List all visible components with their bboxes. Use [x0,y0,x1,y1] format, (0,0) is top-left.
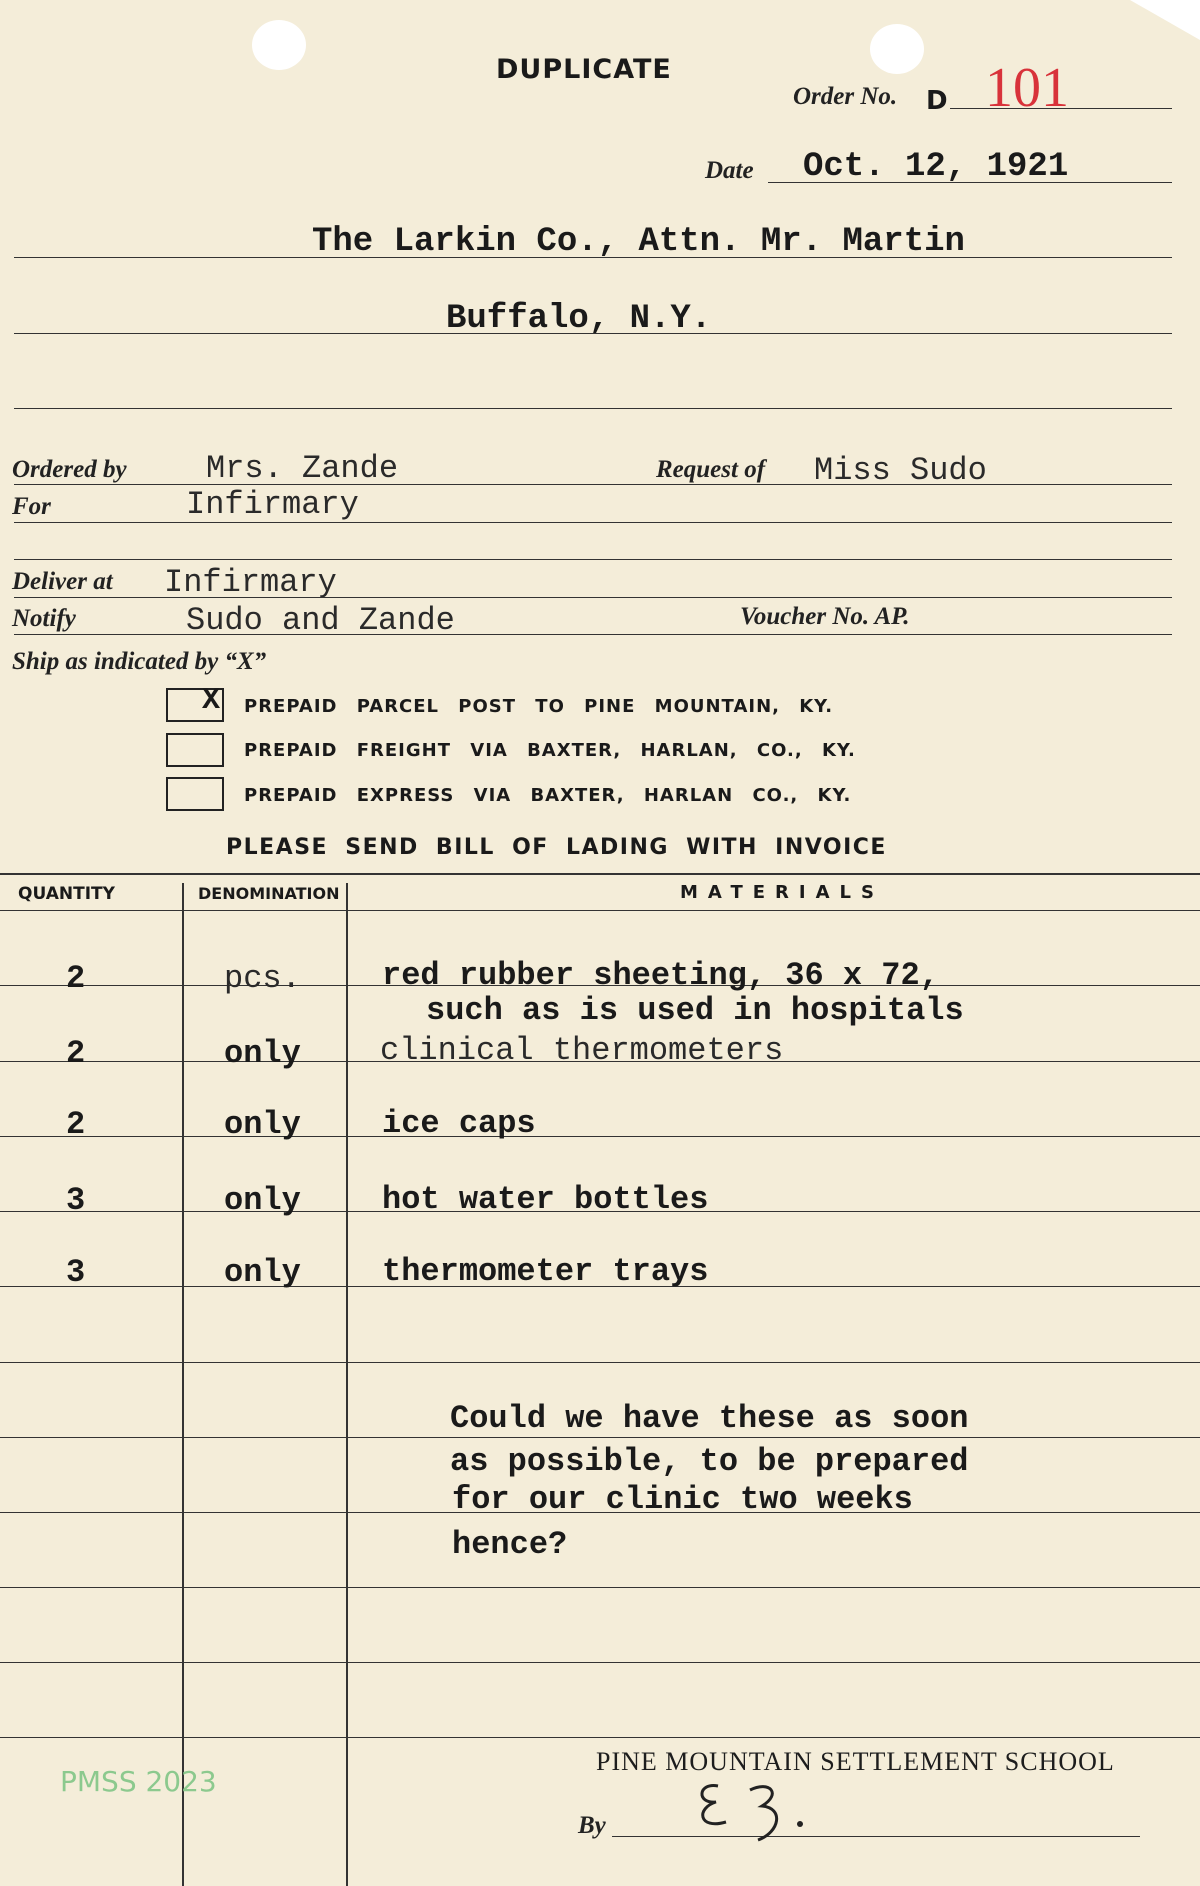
deliver-at-label: Deliver at [12,568,113,595]
ordered-by-line [14,484,1172,485]
date-value: Oct. 12, 1921 [803,148,1069,186]
item-material: thermometer trays [382,1253,709,1290]
duplicate-heading: DUPLICATE [496,54,672,85]
column-divider-2 [346,883,348,1886]
request-of-label: Request of [656,456,766,483]
punch-hole-left [252,20,306,70]
deliver-at-line [14,597,1172,598]
shipping-option-express-label: PREPAID EXPRESS VIA BAXTER, HARLAN CO., KY. [244,785,852,806]
ordered-by-label: Ordered by [12,456,127,483]
signed-by-label: By [578,1812,606,1839]
item-denomination: pcs. [224,960,301,997]
date-line [768,182,1172,183]
item-denomination: only [224,1254,301,1291]
torn-corner [1130,0,1200,40]
date-label: Date [705,157,754,184]
signature-scribble [688,1768,818,1848]
ship-as-indicated-label: Ship as indicated by “X” [12,648,267,675]
table-header-rule [0,910,1200,911]
table-top-rule [0,873,1200,875]
item-material: red rubber sheeting, 36 x 72, [382,957,939,994]
row-rule [0,1662,1200,1663]
column-divider-1 [182,883,184,1886]
shipping-option-freight-checkbox [166,733,224,767]
shipping-option-parcel-label: PREPAID PARCEL POST TO PINE MOUNTAIN, KY. [244,696,834,717]
addressee-line-2: Buffalo, N.Y. [446,300,712,338]
row-rule [0,1136,1200,1137]
addressee-line-1: The Larkin Co., Attn. Mr. Martin [312,223,965,261]
notify-line [14,634,1172,635]
item-denomination: only [224,1106,301,1143]
address-rule-2 [14,333,1172,334]
school-name: PINE MOUNTAIN SETTLEMENT SCHOOL [596,1747,1115,1776]
row-rule [0,1587,1200,1588]
item-material: hot water bottles [382,1181,709,1218]
request-of-value: Miss Sudo [814,452,987,489]
punch-hole-right [870,24,924,74]
for-value: Infirmary [186,486,359,523]
row-rule [0,1437,1200,1438]
shipping-option-express-checkbox [166,777,224,811]
notify-value: Sudo and Zande [186,602,455,639]
address-rule-1 [14,257,1172,258]
order-number-line [950,108,1172,109]
item-material-continued: such as is used in hospitals [426,992,964,1029]
item-quantity: 2 [66,960,86,997]
ordered-by-value: Mrs. Zande [206,450,399,487]
item-material: ice caps [382,1105,536,1142]
for-line [14,522,1172,523]
order-number-prefix: D [926,86,948,116]
item-denomination: only [224,1182,301,1219]
item-material: clinical thermometers [380,1032,784,1069]
column-header-denomination: DENOMINATION [198,884,340,903]
archive-watermark: PMSS 2023 [60,1765,217,1798]
row-rule [0,1362,1200,1363]
item-quantity: 3 [66,1254,86,1291]
blank-line [14,559,1172,560]
note-line: for our clinic two weeks [452,1481,913,1518]
item-quantity: 3 [66,1182,86,1219]
notify-label: Notify [12,605,76,632]
handwritten-signature [688,1768,818,1862]
item-quantity: 2 [66,1035,86,1072]
order-number-label: Order No. [793,83,898,110]
note-line: hence? [452,1526,568,1563]
shipping-option-freight-label: PREPAID FREIGHT VIA BAXTER, HARLAN, CO., KY. [244,740,856,761]
note-line: Could we have these as soon [450,1400,969,1437]
shipping-option-parcel-mark: X [202,684,221,718]
item-quantity: 2 [66,1106,86,1143]
address-rule-3 [14,408,1172,409]
item-denomination: only [224,1035,301,1072]
column-header-quantity: QUANTITY [18,884,115,904]
voucher-no-label: Voucher No. AP. [740,603,910,630]
for-label: For [12,493,51,520]
order-number-value: 101 [985,57,1069,119]
column-header-materials: MATERIALS [680,882,884,903]
note-line: as possible, to be prepared [450,1443,969,1480]
row-rule [0,1737,1200,1738]
bill-of-lading-notice: PLEASE SEND BILL OF LADING WITH INVOICE [226,835,887,860]
deliver-at-value: Infirmary [164,564,337,601]
